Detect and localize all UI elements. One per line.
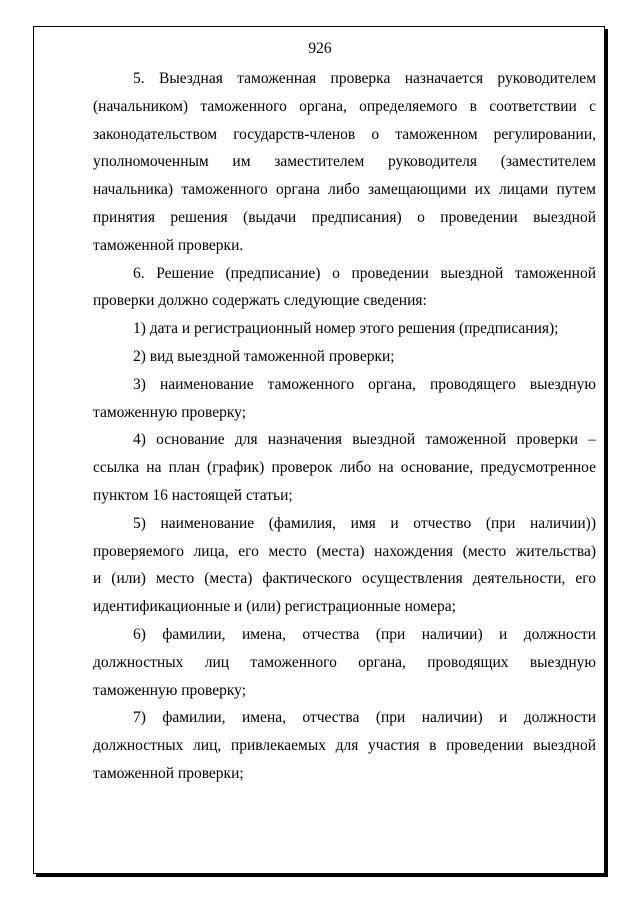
text-line: уполномоченным им заместителем руководителя (заместителем <box>93 153 596 171</box>
text-line: 5) наименование (фамилия, имя и отчество (при наличии)) <box>133 514 596 532</box>
page-number: 926 <box>308 40 332 57</box>
text-line: принятия решения (выдачи предписания) о проведении выездной <box>93 208 596 226</box>
text-line: законодательством государств-членов о таможенном регулировании, <box>93 125 596 143</box>
paragraph-p6-3 <box>93 371 596 427</box>
paragraph-p5 <box>93 65 596 260</box>
paragraph-p6 <box>93 260 596 316</box>
text-line: 4) основание для назначения выездной таможенной проверки – <box>133 431 596 449</box>
text-line: должностных лиц таможенного органа, проводящих выездную <box>93 653 596 671</box>
text-line: пунктом 16 настоящей статьи; <box>93 486 293 504</box>
paragraph-p6-5 <box>93 510 596 621</box>
paragraph-p6-4 <box>93 426 596 509</box>
text-line: таможенную проверку; <box>93 403 247 421</box>
text-line: таможенную проверку; <box>93 681 247 699</box>
text-line: 6) фамилии, имена, отчества (при наличии) и должности <box>133 625 596 643</box>
document-body <box>93 65 596 788</box>
text-line: проверяемого лица, его место (места) нахождения (место жительства) <box>93 542 596 560</box>
text-line: должностных лиц, привлекаемых для участия в проведении выездной <box>93 737 596 755</box>
text-line: идентификационные и (или) регистрационные номера; <box>93 598 456 616</box>
text-line: 1) дата и регистрационный номер этого решения (предписания); <box>133 320 559 338</box>
text-line: 3) наименование таможенного органа, проводящего выездную <box>133 375 596 393</box>
text-line: (начальником) таможенного органа, определяемого в соответствии с <box>93 97 596 115</box>
text-line: проверки должно содержать следующие сведения: <box>93 292 427 310</box>
text-line: начальника) таможенного органа либо замещающими их лицами путем <box>93 181 596 199</box>
paragraph-p6-1 <box>93 315 596 343</box>
text-line: 2) вид выездной таможенной проверки; <box>133 347 395 365</box>
text-line: 7) фамилии, имена, отчества (при наличии) и должности <box>133 709 596 727</box>
paragraph-p6-6 <box>93 621 596 704</box>
text-line: таможенной проверки; <box>93 764 244 782</box>
text-line: 6. Решение (предписание) о проведении выездной таможенной <box>133 264 596 282</box>
text-line: ссылка на план (график) проверок либо на основание, предусмотренное <box>93 459 596 477</box>
paragraph-p6-2 <box>93 343 596 371</box>
paragraph-p6-7 <box>93 704 596 787</box>
text-line: и (или) место (места) фактического осуществления деятельности, его <box>93 570 596 588</box>
text-line: таможенной проверки. <box>93 236 244 254</box>
text-line: 5. Выездная таможенная проверка назначается руководителем <box>133 70 596 87</box>
